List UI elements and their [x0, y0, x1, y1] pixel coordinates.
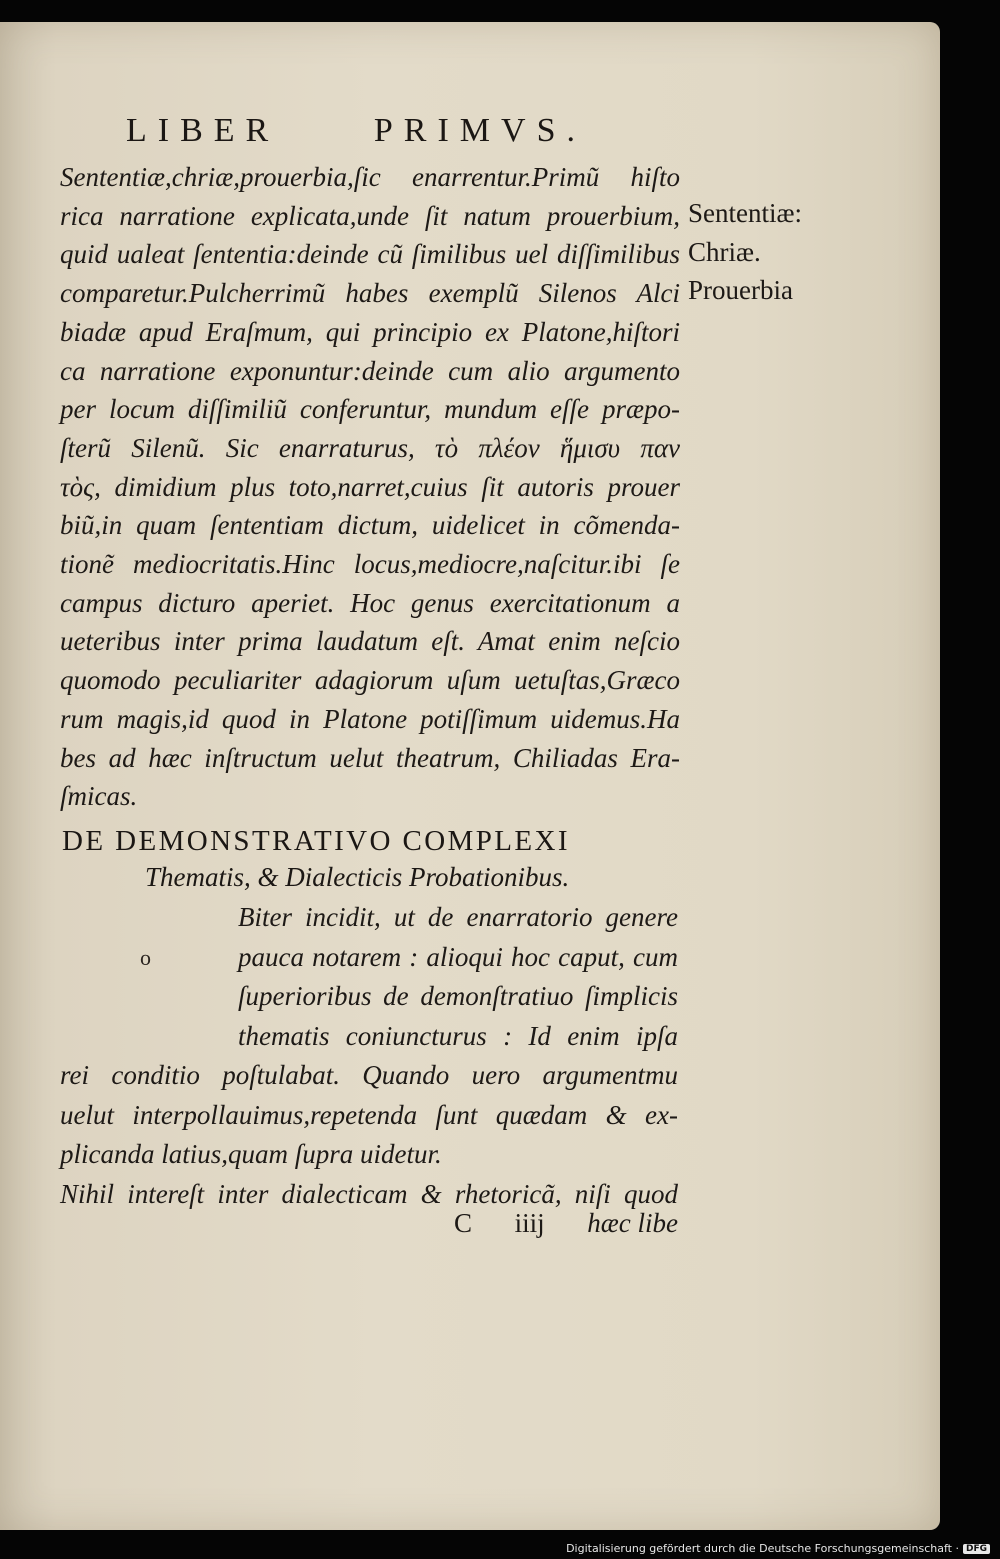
text-line: uelut interpollauimus,repetenda ſunt quædam & ex-: [60, 1099, 678, 1130]
signature-mark: C: [454, 1208, 473, 1238]
text-line: ueteribus inter prima laudatum eſt. Amat enim neſcio: [60, 626, 680, 657]
header-right: PRIMVS.: [373, 112, 586, 149]
text-line: tionẽ mediocritatis.Hinc locus,mediocre,naſcitur.ibi ſe: [60, 549, 680, 580]
text-line: comparetur.Pulcherrimũ habes exemplũ Silenos Alci: [60, 278, 680, 309]
text-line: ſmicas.: [60, 781, 138, 812]
margin-note: Prouerbia: [688, 275, 793, 306]
section-subheading: Thematis, & Dialecticis Probationibus.: [145, 862, 570, 892]
text-line: Nihil intereſt inter dialecticam & rhetoricã, niſi quod: [60, 1178, 678, 1209]
text-line: bes ad hæc inſtructum uelut theatrum, Chiliadas Era-: [60, 742, 680, 773]
text-line: ſterũ Silenũ. Sic enarraturus, τὸ πλέον ἥμισυ παν: [60, 432, 680, 463]
text-line: Sententiæ,chriæ,prouerbia,ſic enarrentur.Primũ hiſto: [60, 162, 680, 192]
digitization-credit: [566, 1542, 990, 1555]
text-line: τὸς, dimidium plus toto,narret,cuius ſit autoris prouer: [60, 471, 680, 502]
footer-text: Digitalisierung gefördert durch die Deutsche Forschungsgemeinschaft ·: [566, 1542, 959, 1555]
catchword: hæc libe: [587, 1208, 678, 1238]
header-left: LIBER: [126, 112, 280, 149]
text-line: rei conditio poſtulabat. Quando uero argumentmu: [60, 1060, 678, 1090]
text-line: Biter incidit, ut de enarratorio genere: [238, 902, 678, 932]
second-paragraph: [60, 898, 678, 1214]
text-line: pauca notarem : alioqui hoc caput, cum: [238, 941, 678, 972]
initial-letter-guide: o: [140, 945, 151, 970]
leaf-number: iiij: [514, 1208, 545, 1238]
text-line: plicanda latius,quam ſupra uidetur.: [60, 1139, 442, 1169]
text-line: rum magis,id quod in Platone potiſſimum uidemus.Ha: [60, 703, 680, 734]
dfg-logo-icon: DFG: [963, 1544, 990, 1554]
text-line: per locum diſſimiliũ conferuntur, mundum eſſe præpo-: [60, 394, 680, 425]
margin-note: Sententiæ:: [688, 198, 802, 228]
text-line: thematis coniuncturus : Id enim ipſa: [238, 1020, 678, 1051]
main-paragraph: [60, 158, 680, 816]
section-heading: DE DEMONSTRATIVO COMPLEXI: [62, 825, 570, 857]
margin-note: Chriæ.: [688, 236, 761, 267]
text-line: quomodo peculiariter adagiorum uſum uetuſtas,Græco: [60, 665, 680, 696]
text-line: ca narratione exponuntur:deinde cum alio argumento: [60, 355, 680, 386]
text-line: rica narratione explicata,unde ſit natum prouerbium,: [60, 200, 680, 231]
margin-notes: [688, 194, 802, 310]
text-line: biũ,in quam ſententiam dictum, uidelicet in cõmenda-: [60, 510, 680, 541]
text-line: campus dicturo aperiet. Hoc genus exercitationum a: [60, 587, 680, 618]
text-line: biadæ apud Eraſmum, qui principio ex Platone,hiſtori: [60, 316, 680, 347]
text-line: quid ualeat ſententia:deinde cũ ſimilibus uel diſſimilibus: [60, 239, 680, 270]
running-header: [126, 112, 586, 150]
text-line: ſuperioribus de demonſtratiuo ſimplicis: [238, 981, 678, 1011]
catchline: [454, 1208, 678, 1239]
